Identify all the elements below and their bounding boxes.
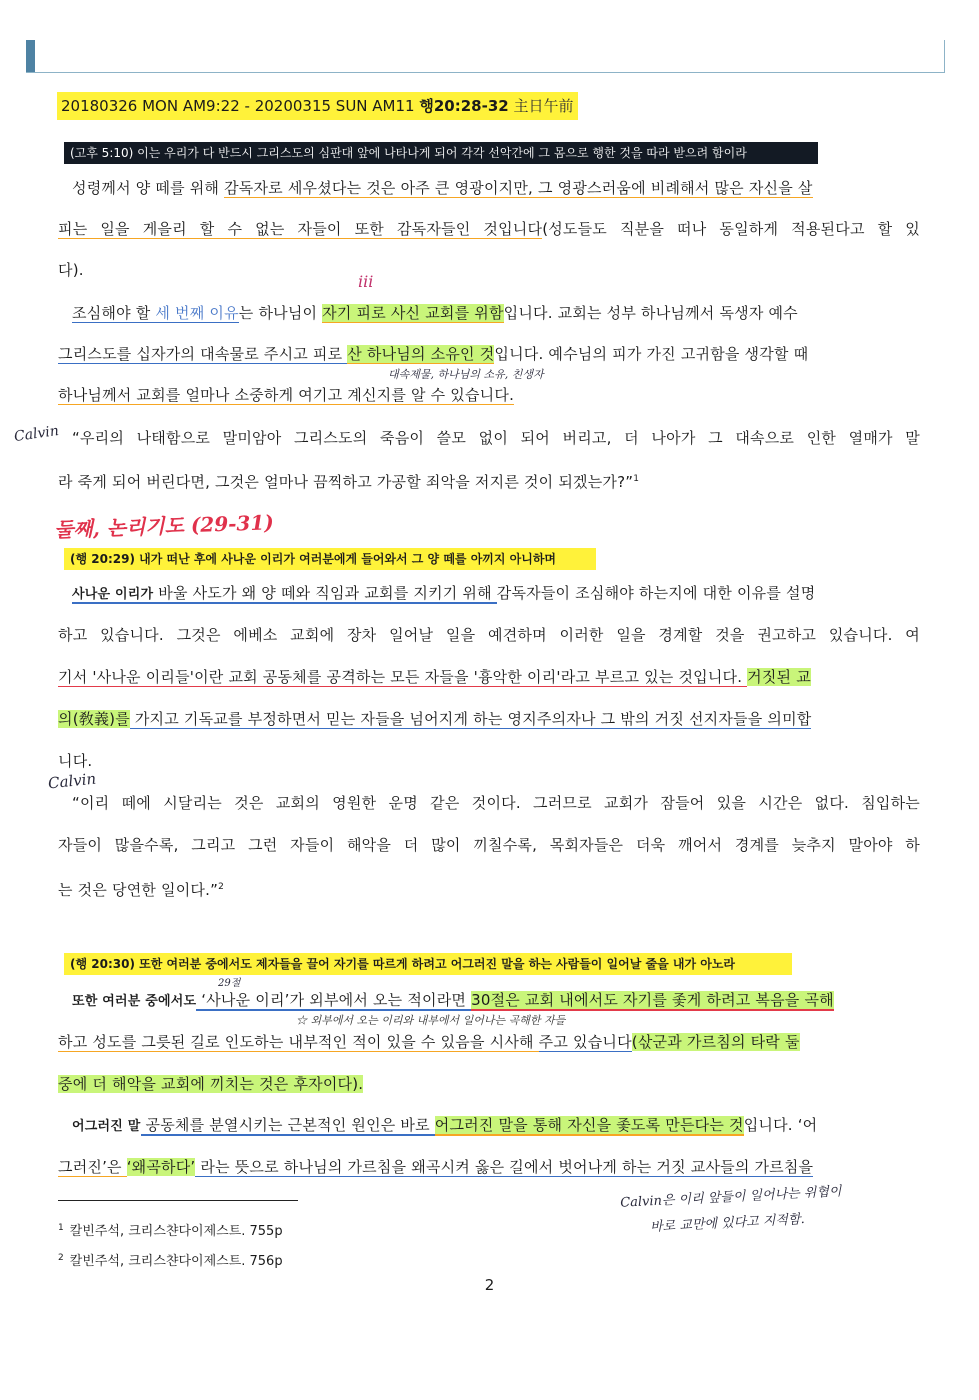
para1-line1: 성령께서 양 떼를 위해 감독자로 세우셨다는 것은 아주 큰 영광이지만, 그 영광스러움에 비례해서 많은 자신을 살 — [72, 179, 813, 197]
quote2-line3: 는 것은 당연한 일이다.”$^2$ — [58, 881, 224, 899]
para3-line5: 니다. — [58, 752, 93, 770]
para3-line3: 기서 '사나운 이리들'이란 교회 공동체를 공격하는 모든 자들을 '흉악한 이리'라고 부르고 있는 것입니다. 거짓된 교 — [58, 668, 811, 686]
highlight-inner-enemy: 30절은 교회 내에서도 자기를 좇게 하려고 복음을 곡해 — [471, 991, 834, 1009]
para3-line4: 의(敎義)를 가지고 기독교를 부정하면서 믿는 자들을 넘어지게 하는 영지주의자나 그 밖의 거짓 선지자들을 의미합 — [58, 710, 812, 728]
para1-underline: 감독자로 세우셨다는 것은 아주 큰 영광이지만, 그 영광스러움에 비례해서 많은 자신을 살 — [224, 179, 813, 197]
date-range: 20180326 MON AM9:22 - 20200315 SUN AM11 — [61, 97, 415, 115]
para5-line1: 어그러진 말 공동체를 분열시키는 근본적인 원인은 바로 어그러진 말을 통해 자신을 좇도록 만든다는 것입니다. ‘어 — [72, 1116, 818, 1134]
para2-line2: 그리스도를 십자가의 대속물로 주시고 피로 산 하나님의 소유인 것입니다. 예수님의 피가 가진 고귀함을 생각할 때 — [58, 345, 809, 363]
para5-line2: 그러진’은 ‘왜곡하다’ 라는 뜻으로 하나님의 가르침을 왜곡시켜 옳은 길에서 벗어나게 하는 거짓 교사들의 가르침을 — [58, 1158, 814, 1176]
verse-box-3: (행 20:30) 또한 여러분 중에서도 제자들을 끌어 자기를 따르게 하려고 어그러진 말을 하는 사람들이 일어날 줄을 내가 아노라 — [64, 953, 792, 975]
para4-line3: 중에 더 해악을 교회에 끼치는 것은 후자이다). — [58, 1075, 364, 1093]
highlight-church-blood: 자기 피로 사신 교회를 위함 — [322, 304, 504, 322]
footnote-ref-2: 2 — [218, 882, 224, 892]
highlight-twisted-words: 어그러진 말을 통해 자신을 좇도록 만든다는 것 — [434, 1116, 744, 1134]
handwritten-note-blood: 대속제물, 하나님의 소유, 친생자 — [388, 368, 544, 381]
para1-line3: 다). — [58, 261, 84, 279]
verse-box-2: (행 20:29) 내가 떠난 후에 사나운 이리가 여러분에게 들어와서 그 양 떼를 아끼지 아니하며 — [64, 548, 596, 570]
sermon-header — [57, 92, 578, 120]
highlight-hireling: (삯군과 가르침의 타락 둘 — [631, 1033, 800, 1051]
quote2-line1: “이리 떼에 시달리는 것은 교회의 영원한 운명 같은 것이다. 그러므로 교회가 잠들어 있을 시간은 없다. 침입하는 — [72, 794, 920, 812]
verse-box-1: (고후 5:10) 이는 우리가 다 반드시 그리스도의 심판대 앞에 나타나게 되어 각각 선악간에 그 몸으로 행한 것을 따라 받으려 함이라 — [64, 142, 818, 164]
highlight-god-possession: 산 하나님의 소유인 것 — [347, 345, 495, 363]
para2-line1: 조심해야 할 세 번째 이유는 하나님이 자기 피로 사신 교회를 위함입니다. 교회는 성부 하나님께서 독생자 예수 — [72, 304, 798, 322]
para5-lead: 어그러진 말 — [72, 1119, 141, 1134]
para4-lead: 또한 여러분 중에서도 — [72, 994, 197, 1009]
handwritten-tick: ⅲ — [358, 272, 374, 291]
para1-line2: 피는 일을 게을리 할 수 없는 자들이 또한 감독자들인 것입니다(성도들도 직분을 떠나 동일하게 적용된다고 할 있 — [58, 220, 920, 238]
footnote-1: $^1$ 칼빈주석, 크리스챤다이제스트. 755p — [58, 1222, 283, 1239]
handwritten-note-star: ☆ 외부에서 오는 이리와 내부에서 일어나는 곡해한 자들 — [296, 1014, 566, 1027]
para3-lead: 사나운 이리가 — [72, 587, 154, 602]
quote2-line2: 자들이 많을수록, 그리고 그런 자들이 해악을 더 많이 끼칠수록, 목회자들은 더욱 깨어서 경계를 늦추지 말아야 하 — [58, 836, 920, 854]
header-accent-bar — [26, 40, 35, 72]
page-number: 2 — [484, 1276, 495, 1294]
footnote-divider — [58, 1200, 298, 1201]
handwritten-side-note-2: 바로 교만에 있다고 지적함. — [649, 1211, 806, 1236]
page-header-frame — [26, 40, 945, 73]
service-name: 主日午前 — [513, 97, 574, 115]
passage-ref: 행20:28-32 — [419, 97, 509, 115]
handwritten-calvin-2: Calvin — [47, 769, 97, 793]
para2-line3: 하나님께서 교회를 얼마나 소중하게 여기고 계신지를 알 수 있습니다. — [58, 386, 515, 404]
para4-line1: 또한 여러분 중에서도 ‘사나운 이리’가 외부에서 오는 적이라면 30절은 교회 내에서도 자기를 좇게 하려고 복음을 곡해 — [72, 991, 834, 1009]
highlight-false-doctrine: 거짓된 교 — [747, 668, 811, 686]
handwritten-side-note-1: Calvin은 이리 앞들이 일어나는 위협이 — [619, 1184, 842, 1211]
para3-line1: 사나운 이리가 바울 사도가 왜 양 떼와 직임과 교회를 지키기 위해 감독자들이 조심해야 하는지에 대한 이유를 설명 — [72, 584, 816, 602]
quote1-line1: “우리의 나태함으로 말미암아 그리스도의 죽음이 쓸모 없이 되어 버리고, 더 나아가 그 대속으로 인한 열매가 말 — [72, 429, 920, 447]
highlight-distort: ‘왜곡하다’ — [126, 1158, 196, 1176]
handwritten-29: 29절 — [218, 978, 241, 989]
third-reason: 세 번째 이유 — [155, 304, 239, 322]
footnote-ref-1: 1 — [633, 474, 640, 484]
footnote-2: $^2$ 칼빈주석, 크리스챤다이제스트. 756p — [58, 1252, 283, 1269]
handwritten-calvin-1: Calvin — [13, 422, 60, 446]
para3-line2: 하고 있습니다. 그것은 에베소 교회에 장차 일어날 일을 예견하며 이러한 일을 경계할 것을 권고하고 있습니다. 여 — [58, 626, 920, 644]
handwritten-second-point: 둘째, 논리기도 (29-31) — [53, 510, 275, 542]
quote1-line2: 라 죽게 되어 버린다면, 그것은 얼마나 끔찍하고 가공할 죄악을 저지른 것이 되겠는가?”$^1$ — [58, 473, 640, 491]
para4-line2: 하고 성도를 그릇된 길로 인도하는 내부적인 적이 있을 수 있음을 시사해 주고 있습니다(삯군과 가르침의 타락 둘 — [58, 1033, 800, 1051]
